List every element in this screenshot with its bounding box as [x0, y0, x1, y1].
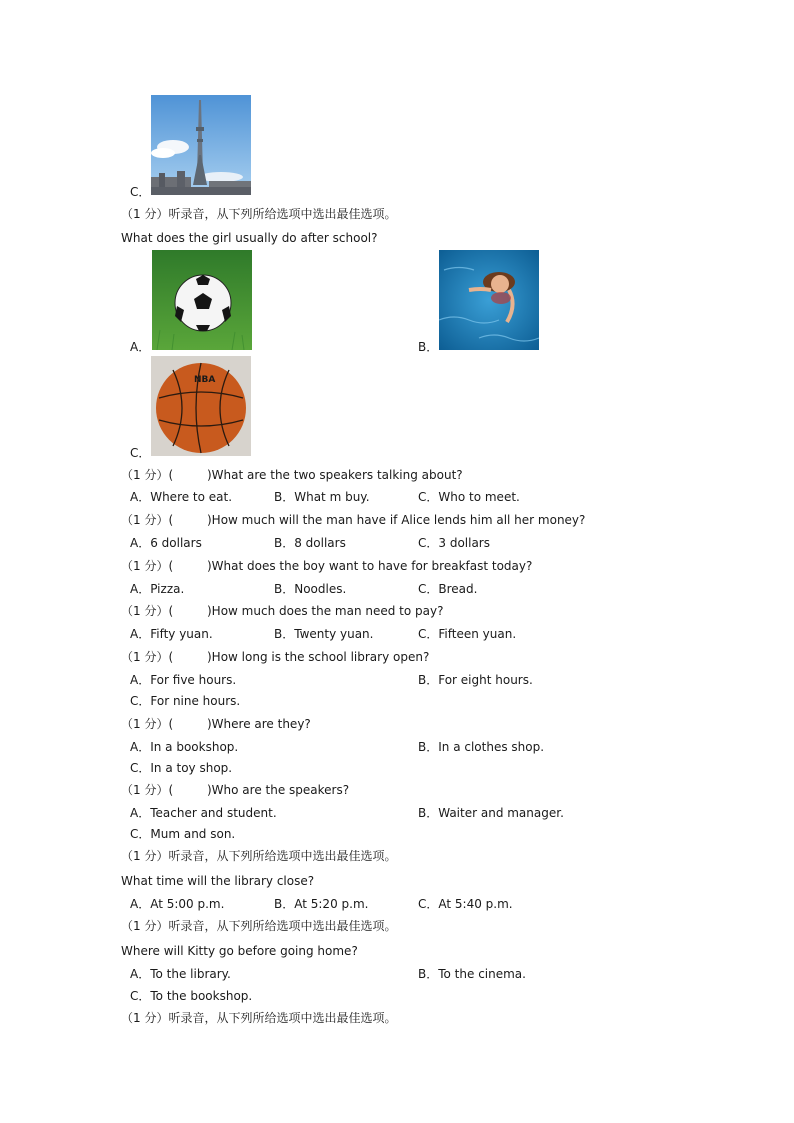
q4-option-c: C．Bread. [418, 582, 478, 596]
q8-option-c: C．Mum and son. [130, 827, 236, 841]
q8-option-a: A．Teacher and student. [130, 806, 277, 820]
q1-option-b-label: B． [418, 340, 439, 354]
q9-option-a: A．At 5:00 p.m. [130, 897, 225, 911]
q10-header: （1 分）听录音，从下列所给选项中选出最佳选项。 [121, 919, 397, 933]
q5-prefix: （1 分）( [121, 604, 174, 618]
q6-text: )How long is the school library open? [207, 650, 430, 664]
q3-option-a: A．6 dollars [130, 536, 202, 550]
q2-text: )What are the two speakers talking about? [207, 468, 463, 482]
q1-header: （1 分）听录音，从下列所给选项中选出最佳选项。 [121, 207, 397, 221]
q5-text: )How much does the man need to pay? [207, 604, 444, 618]
q4-prefix: （1 分）( [121, 559, 174, 573]
basketball-photo [151, 356, 251, 456]
swimming-girl-photo [439, 250, 539, 350]
q9-option-b: B．At 5:20 p.m. [274, 897, 369, 911]
q2-prefix: （1 分）( [121, 468, 174, 482]
q10-option-a: A．To the library. [130, 967, 231, 981]
q1-question: What does the girl usually do after school? [121, 231, 378, 245]
q10-option-b: B．To the cinema. [418, 967, 526, 981]
q3-option-c: C．3 dollars [418, 536, 490, 550]
q3-prefix: （1 分）( [121, 513, 174, 527]
q9-header: （1 分）听录音，从下列所给选项中选出最佳选项。 [121, 849, 397, 863]
q3-text: )How much will the man have if Alice lends him all her money? [207, 513, 586, 527]
q1-option-a-label: A． [130, 340, 151, 354]
q8-prefix: （1 分）( [121, 783, 174, 797]
q7-option-b: B．In a clothes shop. [418, 740, 545, 754]
q9-question: What time will the library close? [121, 874, 315, 888]
q11-header: （1 分）听录音，从下列所给选项中选出最佳选项。 [121, 1011, 397, 1025]
q6-option-b: B．For eight hours. [418, 673, 533, 687]
svg-text:NBA: NBA [194, 375, 216, 385]
q7-option-c: C．In a toy shop. [130, 761, 233, 775]
q4-option-b: B．Noodles. [274, 582, 347, 596]
q6-prefix: （1 分）( [121, 650, 174, 664]
q6-option-a: A．For five hours. [130, 673, 237, 687]
q10-option-c: C．To the bookshop. [130, 989, 253, 1003]
q5-option-c: C．Fifteen yuan. [418, 627, 517, 641]
q4-option-a: A．Pizza. [130, 582, 185, 596]
q2-option-c: C．Who to meet. [418, 490, 520, 504]
soccer-ball-photo [152, 250, 252, 350]
tower-photo [151, 95, 251, 195]
q5-option-a: A．Fifty yuan. [130, 627, 213, 641]
q5-option-b: B．Twenty yuan. [274, 627, 374, 641]
q0-option-c-label: C． [130, 185, 151, 199]
q9-option-c: C．At 5:40 p.m. [418, 897, 513, 911]
q10-question: Where will Kitty go before going home? [121, 944, 358, 958]
q8-option-b: B．Waiter and manager. [418, 806, 564, 820]
q6-option-c: C．For nine hours. [130, 694, 241, 708]
q8-text: )Who are the speakers? [207, 783, 350, 797]
q1-option-c-label: C． [130, 446, 151, 460]
q7-option-a: A．In a bookshop. [130, 740, 239, 754]
q2-option-b: B．What m buy. [274, 490, 370, 504]
q7-prefix: （1 分）( [121, 717, 174, 731]
q4-text: )What does the boy want to have for breakfast today? [207, 559, 533, 573]
q2-option-a: A．Where to eat. [130, 490, 233, 504]
q3-option-b: B．8 dollars [274, 536, 346, 550]
q7-text: )Where are they? [207, 717, 311, 731]
